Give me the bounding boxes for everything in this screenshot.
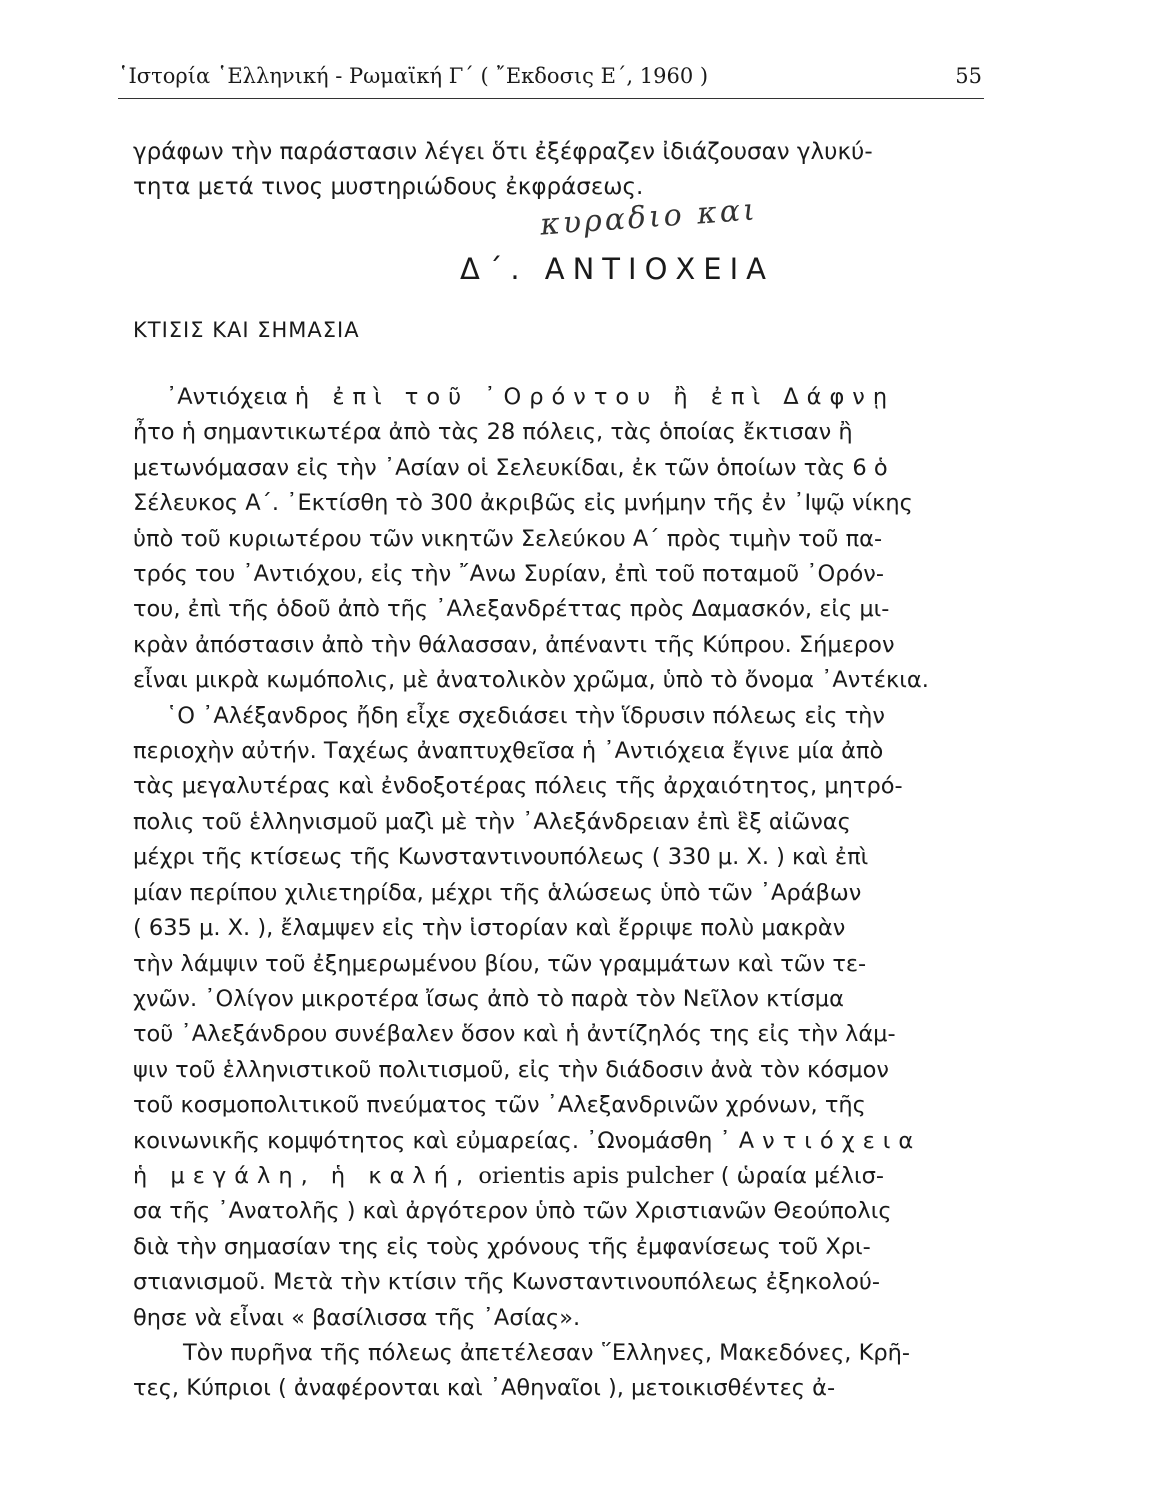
text-line: στιανισμοῦ. Μετὰ τὴν κτίσιν τῆς Κωνσταντινουπόλεως ἐξηκολού- — [133, 1269, 880, 1296]
text-line: Τὸν πυρῆνα τῆς πόλεως ἀπετέλεσαν ῞Ελληνες, Μακεδόνες, Κρῆ- — [183, 1339, 911, 1366]
text-line: διὰ τὴν σημασίαν της εἰς τοὺς χρόνους τῆς ἐμφανίσεως τοῦ Χρι- — [133, 1233, 871, 1260]
text-line: τρός του ᾿Αντιόχου, εἰς τὴν ῎Ανω Συρίαν, ἐπὶ τοῦ ποταμοῦ ᾿Ορόν- — [133, 561, 884, 588]
text-line: θησε νὰ εἶναι « βασίλισσα τῆς ᾿Ασίας». — [133, 1304, 581, 1331]
text-line: τοῦ ᾿Αλεξάνδρου συνέβαλεν ὅσον καὶ ἡ ἀντίζηλός της εἰς τὴν λάμ- — [133, 1021, 896, 1048]
body-text — [133, 380, 983, 1407]
text-line: τὴν λάμψιν τοῦ ἐξημερωμένου βίου, τῶν γραμμάτων καὶ τῶν τε- — [133, 950, 867, 977]
text-line: μίαν περίπου χιλιετηρίδα, μέχρι τῆς ἁλώσεως ὑπὸ τῶν ᾿Αράβων — [133, 879, 862, 906]
header-rule — [118, 98, 984, 99]
running-header — [118, 64, 982, 94]
text-line: πολις τοῦ ἑλληνισμοῦ μαζὶ μὲ τὴν ᾿Αλεξάνδρειαν ἐπὶ ἓξ αἰῶνας — [133, 808, 851, 835]
text-line: ἦτο ἡ σημαντικωτέρα ἀπὸ τὰς 28 πόλεις, τὰς ὁποίας ἔκτισαν ἢ — [133, 419, 853, 446]
text-line: ( 635 μ. Χ. ), ἔλαμψεν εἰς τὴν ἱστορίαν καὶ ἔρριψε πολὺ μακρὰν — [133, 915, 846, 942]
handwritten-annotation: κυραδιο και — [539, 192, 759, 243]
text-line: σα τῆς ᾿Ανατολῆς ) καὶ ἀργότερον ὑπὸ τῶν Χριστιανῶν Θεούπολις — [133, 1198, 892, 1225]
text-line: ῾Ο ᾿Αλέξανδρος ἤδη εἶχε σχεδιάσει τὴν ἵδρυσιν πόλεως εἰς τὴν — [166, 702, 885, 729]
text-line: μέχρι τῆς κτίσεως τῆς Κωνσταντινουπόλεως ( 330 μ. Χ. ) καὶ ἐπὶ — [133, 844, 869, 871]
text-line: ᾿Αντιόχεια ἡ ἐπὶ τοῦ ᾿Ορόντου ἢ ἐπὶ Δάφνῃ — [166, 384, 896, 410]
text-line: τητα μετά τινος μυστηριώδους ἐκφράσεως. — [133, 174, 644, 200]
text-line: μετωνόμασαν εἰς τὴν ᾿Ασίαν οἱ Σελευκίδαι, ἐκ τῶν ὁποίων τὰς 6 ὁ — [133, 454, 888, 481]
text-line: τες, Κύπριοι ( ἀναφέρονται καὶ ᾿Αθηναῖοι ), μετοικισθέντες ἀ- — [133, 1375, 836, 1402]
text-line: κοινωνικῆς κομψότητος καὶ εὐμαρείας. ᾿Ωνομάσθη ᾿Αντιόχεια — [133, 1127, 922, 1154]
text-line: γράφων τὴν παράστασιν λέγει ὅτι ἐξέφραζεν ἰδιάζουσαν γλυκύ- — [133, 139, 873, 165]
page-number: 55 — [955, 64, 982, 88]
running-title: ῾Ιστορία ῾Ελληνική - Ρωμαϊκή Γ΄ ( ῎Εκδοσις Ε΄, 1960 ) — [118, 64, 709, 88]
text-line: κρὰν ἀπόστασιν ἀπὸ τὴν θάλασσαν, ἀπέναντι τῆς Κύπρου. Σήμερον — [133, 631, 895, 658]
prelude-paragraph — [133, 135, 983, 205]
text-line: εἶναι μικρὰ κωμόπολις, μὲ ἀνατολικὸν χρῶμα, ὑπὸ τὸ ὄνομα ᾿Αντέκια. — [133, 667, 929, 694]
text-line: περιοχὴν αὐτήν. Ταχέως ἀναπτυχθεῖσα ἡ ᾿Αντιόχεια ἔγινε μία ἀπὸ — [133, 738, 884, 765]
chapter-title: Δ΄. ΑΝΤΙΟΧΕΙΑ — [460, 252, 774, 286]
section-title: ΚΤΙΣΙΣ ΚΑΙ ΣΗΜΑΣΙΑ — [133, 318, 360, 342]
text-line: τὰς μεγαλυτέρας καὶ ἐνδοξοτέρας πόλεις τῆς ἀρχαιότητος, μητρό- — [133, 773, 903, 800]
text-line: ὑπὸ τοῦ κυριωτέρου τῶν νικητῶν Σελεύκου Α΄ πρὸς τιμὴν τοῦ πα- — [133, 525, 883, 552]
text-line: ψιν τοῦ ἑλληνιστικοῦ πολιτισμοῦ, εἰς τὴν διάδοσιν ἀνὰ τὸν κόσμον — [133, 1056, 889, 1083]
text-line: του, ἐπὶ τῆς ὁδοῦ ἀπὸ τῆς ᾿Αλεξανδρέττας πρὸς Δαμασκόν, εἰς μι- — [133, 596, 890, 623]
text-line: ἡ μεγάλη, ἡ καλή, orientis apis pulcher ( ὡραία μέλισ- — [133, 1162, 884, 1189]
text-line: Σέλευκος Α΄. ᾿Εκτίσθη τὸ 300 ἀκριβῶς εἰς μνήμην τῆς ἐν ᾿Ιψῷ νίκης — [133, 490, 913, 517]
text-line: χνῶν. ᾿Ολίγον μικροτέρα ἴσως ἀπὸ τὸ παρὰ τὸν Νεῖλον κτίσμα — [133, 985, 844, 1012]
text-line: τοῦ κοσμοπολιτικοῦ πνεύματος τῶν ᾿Αλεξανδρινῶν χρόνων, τῆς — [133, 1092, 866, 1119]
